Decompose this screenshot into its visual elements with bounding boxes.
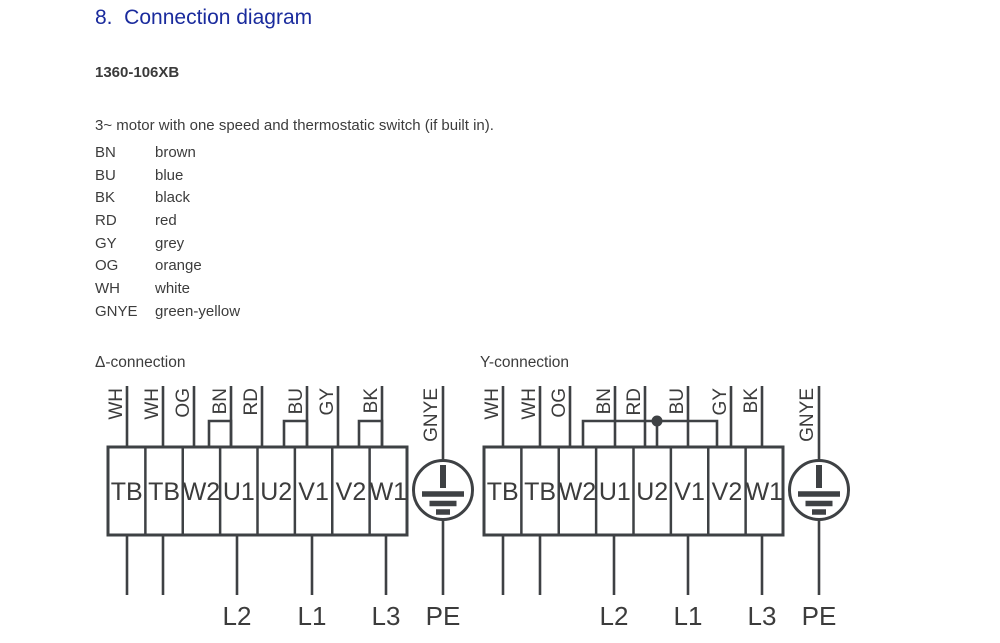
- legend-color-name: brown: [155, 144, 196, 161]
- terminal-label: W1: [369, 478, 408, 506]
- protective-earth-ground-icon: [414, 461, 473, 520]
- supply-label: L3: [747, 601, 777, 631]
- terminal-label: U2: [260, 478, 293, 506]
- delta-connection-title: Δ-connection: [95, 354, 186, 371]
- section-heading: 8. Connection diagram: [95, 6, 313, 29]
- terminal-label: W2: [558, 478, 597, 506]
- terminal-label: V1: [674, 478, 705, 506]
- terminal-label: TB: [110, 478, 143, 506]
- pe-label: PE: [801, 601, 837, 631]
- legend-code: BN: [95, 144, 116, 161]
- legend-color-name: red: [155, 212, 177, 230]
- terminal-label: TB: [148, 478, 181, 506]
- wire-color-label: BN: [210, 388, 231, 415]
- legend-code: BK: [95, 189, 116, 207]
- supply-label: L2: [599, 601, 629, 631]
- wire-color-label: RD: [624, 388, 645, 416]
- supply-label: L2: [222, 601, 252, 631]
- wire-color-label: OG: [173, 388, 194, 418]
- wire-color-label: WH: [519, 388, 540, 420]
- legend-color-name: grey: [155, 234, 185, 252]
- terminal-label: V1: [298, 478, 329, 506]
- wire-color-label: GY: [710, 388, 731, 416]
- wire-color-label: OG: [549, 388, 570, 418]
- supply-label: L1: [297, 601, 327, 631]
- terminal-label: W1: [745, 478, 784, 506]
- delta-connection-diagram: [106, 386, 473, 631]
- wire-color-label: BN: [594, 388, 615, 415]
- legend-code: GY: [95, 234, 117, 252]
- wire-color-label: WH: [106, 388, 127, 420]
- wire-color-label: GY: [317, 388, 338, 416]
- motor-description: 3~ motor with one speed and thermostatic switch (if built in).: [95, 117, 494, 134]
- wire-color-label: GNYE: [421, 388, 442, 442]
- wire-color-label: WH: [142, 388, 163, 420]
- wire-color-label: BU: [667, 388, 688, 415]
- supply-label: L3: [371, 601, 401, 631]
- supply-label: L1: [673, 601, 703, 631]
- wire-color-label: BU: [286, 388, 307, 415]
- terminal-label: TB: [486, 478, 519, 506]
- legend-color-name: blue: [155, 166, 184, 184]
- wire-color-label: GNYE: [797, 388, 818, 442]
- legend-code: OG: [95, 257, 119, 275]
- bridge-jumper: [359, 421, 382, 447]
- legend-code: BU: [95, 166, 116, 184]
- legend-color-name: black: [155, 189, 191, 207]
- model-number: 1360-106XB: [95, 64, 180, 81]
- junction-dot: [652, 416, 663, 427]
- legend-color-name: white: [155, 280, 191, 298]
- terminal-label: V2: [335, 478, 367, 506]
- legend-color-name: green-yellow: [155, 302, 241, 320]
- terminal-label: U1: [222, 478, 255, 506]
- legend-code: GNYE: [95, 302, 138, 320]
- legend-code: WH: [95, 280, 120, 298]
- terminal-label: TB: [524, 478, 557, 506]
- bridge-jumper: [209, 421, 231, 447]
- star-connection-diagram: [482, 386, 849, 631]
- legend-code: RD: [95, 212, 117, 230]
- wire-color-label: BK: [361, 388, 382, 414]
- terminal-label: U1: [598, 478, 631, 506]
- pe-label: PE: [425, 601, 461, 631]
- bridge-jumper: [284, 421, 307, 447]
- terminal-label: W2: [182, 478, 221, 506]
- wire-color-label: WH: [482, 388, 503, 420]
- star-bus: [583, 421, 717, 447]
- protective-earth-ground-icon: [790, 461, 849, 520]
- wire-color-label: BK: [741, 388, 762, 414]
- terminal-label: V2: [711, 478, 743, 506]
- y-connection-title: Y-connection: [480, 354, 570, 371]
- legend-color-name: orange: [155, 257, 202, 275]
- wire-color-label: RD: [241, 388, 262, 416]
- terminal-label: U2: [636, 478, 669, 506]
